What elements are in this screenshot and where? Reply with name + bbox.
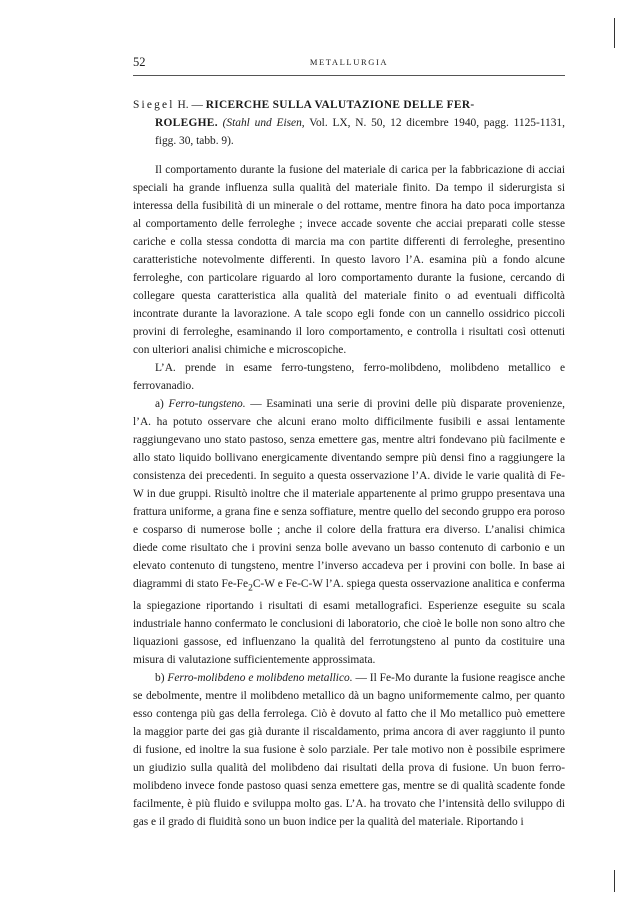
entry-title-line2: ROLEGHE. xyxy=(155,117,218,129)
page-edge-line-top xyxy=(614,18,615,48)
section-text-a: — Esaminati una serie di provini delle più disparate provenienze, l’A. ha potuto osservare che alcuni erano molto difficilmente fusibili e assai lentamente raggiungevano uno stato pastoso, senza emettere gas, mentre altri fondevano più facilmente e allo stato liquido bollivano energicamente diventando sempre più densi fino a raggiungere la consistenza dei precedenti. In seguito a questa osservazione l’A. divide le varie qualità di Fe-W in due gruppi. Risultò inoltre che il materiale appartenente al primo gruppo presentava una frattura uniforme, a grana fine e senza soffiature, mentre quello del secondo gruppo era poroso e cosparso di numerose bolle ; anche il colore della frattura era diverso. L’analisi chimica diede come risultato che i provini senza bolle avevano un basso contenuto di carbonio e un elevato contenuto di tungsteno, mentre l’inverso accadeva per i provini con bolle. In base ai diagrammi di stato Fe-Fe xyxy=(133,398,565,590)
author-initial: H. xyxy=(177,99,189,111)
journal-name: (Stahl und Eisen, xyxy=(222,117,305,129)
page-edge-line-bottom xyxy=(614,870,615,892)
page-number: 52 xyxy=(133,55,146,69)
paragraph-materials: L’A. prende in esame ferro-tungsteno, ferro-molibdeno, molibdeno metallico e ferrovanadio. xyxy=(133,362,565,392)
entry-title-line1: RICERCHE SULLA VALUTAZIONE DELLE FER- xyxy=(205,99,475,111)
paragraph-ferro-molibdeno xyxy=(133,669,565,831)
paragraph-ferro-tungsteno xyxy=(133,395,565,669)
subscript: 2 xyxy=(248,583,253,594)
citation-details: Vol. LX, N. 50, 12 dicembre 1940, pagg. 1125-1131, figg. 30, tabb. 9). xyxy=(155,117,565,147)
page-header xyxy=(133,55,565,76)
section-label-b: b) xyxy=(155,672,168,685)
running-title: METALLURGIA xyxy=(309,57,389,67)
paragraph-intro: Il comportamento durante la fusione del materiale di carica per la fabbricazione di acciai speciali ha grande influenza sulla qualità del materiale finito. Da tempo il siderurgista si interessa della fusibilità di un minerale o del rottame, mentre finora ha dato poca importanza al comportamento delle ferroleghe ; invece accade sovente che acciai preparati colle stesse cariche e colla stessa condotta di marcia ma con partite differenti di ferroleghe, presentino caratteristiche notevolmente differenti. In questo lavoro l’A. esamina più a fondo alcune ferroleghe, con particolare riguardo al loro comportamento durante la fusione, cercando di collegare questa caratteristica alla qualità del materiale finito o ad eventuali difficoltà incontrate durante la lavorazione. A tale scopo egli fonde con un cannello ossidrico piccoli provini di ferroleghe, esaminando il loro comportamento, e controlla i risultati così ottenuti con ulteriori analisi chimiche e microscopiche. xyxy=(133,164,565,356)
section-text-b: — Il Fe-Mo durante la fusione reagisce anche se debolmente, mentre il molibdeno metallico dà un bagno uniformemente calmo, per quanto esso contenga più gas della ferrolega. Ciò è dovuto al fatto che il Mo metallico può emettere la maggior parte dei gas già durante il riscaldamento, prima ancora di aver raggiunto il punto di fusione, ed inoltre la sua fusione è solo parziale. Per tale motivo non è possibile esprimere un giudizio sulla qualità del molibdeno dai risultati della prova di fusione. Un buon ferro-molibdeno invece fonde pastoso quasi senza emettere gas, mentre se di qualità scadente fonde facilmente, è più fluido e sviluppa molto gas. L’A. ha trovato che l’intensità dello sviluppo di gas e il grado di fluidità sono un buon indice per la qualità del materiale. Riportando i xyxy=(133,672,565,829)
section-text-a-cont: C-W e Fe-C-W l’A. spiega questa osservazione analitica e conferma la spiegazione riportando i risultati di esami metallografici. Esperienze eseguite su scala industriale hanno confermato le conclusioni di laboratorio, che cioè le bolle non sono altro che liquazioni gassose, ed influenzano la qualità del ferrotungsteno al punto da costituire una misura di valutazione sufficientemente approssimata. xyxy=(133,578,565,667)
author-surname: Siegel xyxy=(133,99,175,111)
section-term-ferro-molibdeno: Ferro-molibdeno e molibdeno metallico. xyxy=(167,672,353,685)
section-label-a: a) xyxy=(155,398,169,410)
section-term-ferro-tungsteno: Ferro-tungsteno. xyxy=(168,398,246,410)
article-body xyxy=(133,96,565,831)
bibliographic-entry xyxy=(133,96,565,150)
entry-dash: — xyxy=(191,99,203,111)
